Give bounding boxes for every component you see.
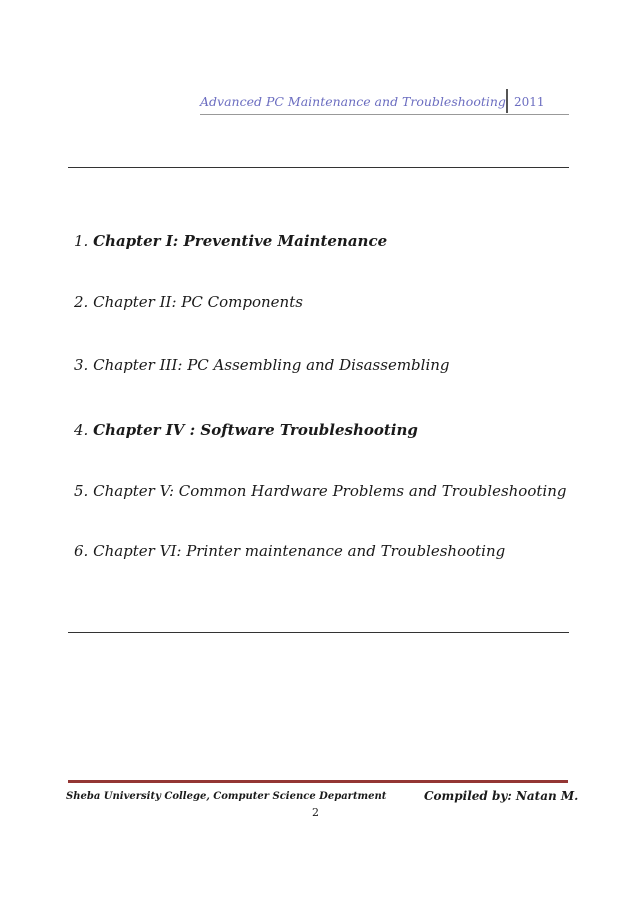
toc-item-label: Chapter VI: Printer maintenance and Troubleshooting bbox=[93, 542, 506, 560]
toc-item-label: Chapter I: Preventive Maintenance bbox=[93, 232, 388, 250]
header-year: 2011 bbox=[514, 95, 545, 109]
toc-item-number: 1. bbox=[74, 232, 89, 250]
toc-item-6 bbox=[74, 542, 505, 560]
toc-item-label: Chapter IV : Software Troubleshooting bbox=[93, 421, 418, 439]
toc-top-rule bbox=[68, 167, 569, 168]
toc-item-label: Chapter V: Common Hardware Problems and Troubleshooting bbox=[93, 482, 567, 500]
toc-bottom-rule bbox=[68, 632, 569, 633]
toc-item-4 bbox=[74, 421, 418, 439]
toc-item-label: Chapter III: PC Assembling and Disassembling bbox=[93, 356, 450, 374]
toc-item-3 bbox=[74, 356, 450, 374]
header-title: Advanced PC Maintenance and Troubleshooting bbox=[200, 94, 506, 109]
toc-item-number: 4. bbox=[74, 421, 89, 439]
footer-compiled-by: Compiled by: Natan M. bbox=[424, 789, 579, 803]
header-divider bbox=[506, 89, 508, 113]
toc-item-2 bbox=[74, 293, 303, 311]
toc-item-number: 5. bbox=[74, 482, 89, 500]
toc-item-number: 3. bbox=[74, 356, 89, 374]
toc-item-number: 2. bbox=[74, 293, 89, 311]
footer-institution: Sheba University College, Computer Science Department bbox=[66, 791, 387, 802]
footer-rule bbox=[68, 780, 568, 783]
toc-item-label: Chapter II: PC Components bbox=[93, 293, 303, 311]
toc-item-1 bbox=[74, 232, 387, 250]
page-number: 2 bbox=[312, 806, 319, 819]
toc-item-5 bbox=[74, 482, 566, 500]
toc-item-number: 6. bbox=[74, 542, 89, 560]
header-rule bbox=[200, 114, 569, 115]
